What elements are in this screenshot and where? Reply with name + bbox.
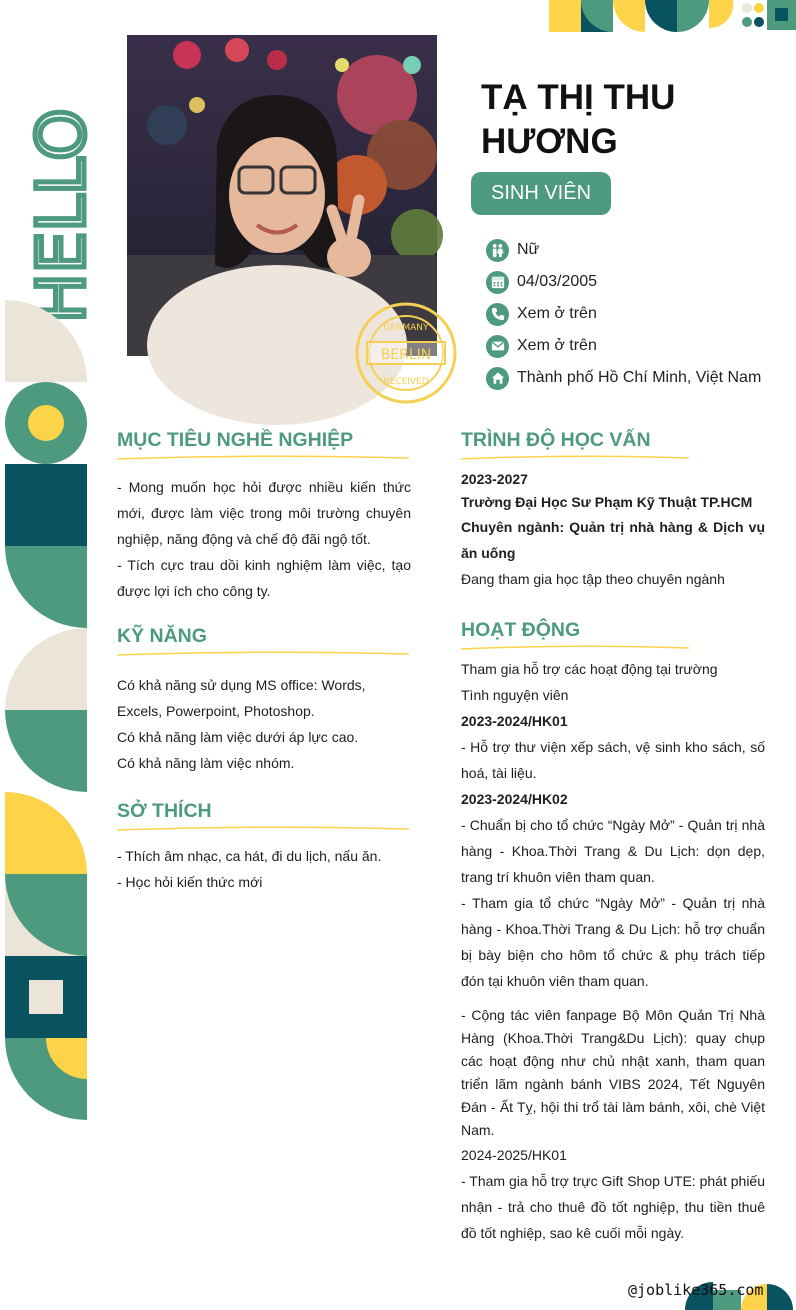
hobby-item: - Thích âm nhạc, ca hát, đi du lịch, nấu ăn. bbox=[117, 848, 382, 864]
activity-term: 2024-2025/HK01 bbox=[461, 1147, 567, 1163]
activity-item: - Tham gia tổ chức “Ngày Mở” - Quản trị nhà hàng - Khoa.Thời Trang & Du Lịch: hỗ trợ chuẩn bị bày biện cho hôm tổ chức & phụ trách tiếp đón tại khuôn viên tham quan. bbox=[461, 895, 765, 989]
skills-section bbox=[117, 624, 411, 776]
skill-item: Có khả năng làm việc dưới áp lực cao. bbox=[117, 729, 359, 745]
left-decorative-column bbox=[5, 300, 87, 1120]
hobbies-section bbox=[117, 799, 411, 895]
deco-shape-green-yellow bbox=[5, 1038, 87, 1120]
deco-shape-yellow-quarter bbox=[5, 792, 87, 874]
career-objective-title: MỤC TIÊU NGHỀ NGHIỆP bbox=[117, 429, 354, 451]
activity-collaborator: - Cộng tác viên fanpage Bộ Môn Quản Trị Nhà Hàng (Khoa.Thời Trang&Du Lịch): quay chụp các hoạt động như chủ nhật xanh, tham quan triển lãm ngành bánh VIBS 2024, Tết Nguyên Đán - Ất Tỵ, hội thi trổ tài làm bánh, xôi, chè Việt Nam. bbox=[461, 1007, 765, 1138]
contact-email: Xem ở trên bbox=[486, 330, 786, 362]
deco-shape-green-half bbox=[5, 874, 87, 956]
email-icon bbox=[486, 335, 509, 358]
candidate-name: TẠ THỊ THU HƯƠNG bbox=[481, 78, 676, 161]
education-school: Trường Đại Học Sư Phạm Kỹ Thuật TP.HCM bbox=[461, 494, 753, 510]
contact-birthdate: 04/03/2005 bbox=[486, 266, 786, 298]
candidate-role-badge: SINH VIÊN bbox=[471, 172, 611, 215]
section-underline bbox=[117, 454, 409, 462]
contact-phone: Xem ở trên bbox=[486, 298, 786, 330]
activity-term: 2023-2024/HK01 bbox=[461, 713, 568, 729]
section-underline bbox=[117, 650, 409, 658]
deco-shape-cream-quarter bbox=[5, 300, 87, 382]
career-objective-paragraph-1: - Mong muốn học hỏi được nhiều kiến thức mới, được làm việc trong môi trường chuyên nghiệp, năng động và chế độ đãi ngộ tốt. bbox=[117, 479, 411, 547]
career-objective-paragraph-2: - Tích cực trau dồi kinh nghiệm làm việc, tạo được lợi ích cho công ty. bbox=[117, 557, 411, 599]
hobbies-title: SỞ THÍCH bbox=[117, 800, 212, 822]
education-major: Chuyên ngành: Quản trị nhà hàng & Dịch vụ ăn uống bbox=[461, 519, 765, 561]
svg-text:BERLIN: BERLIN bbox=[380, 347, 432, 363]
deco-shape-cream-quarter-2 bbox=[5, 628, 87, 710]
activities-section bbox=[461, 618, 765, 1246]
home-icon bbox=[486, 367, 509, 390]
gender-icon bbox=[486, 239, 509, 262]
hobby-item: - Học hỏi kiến thức mới bbox=[117, 874, 263, 890]
education-period: 2023-2027 bbox=[461, 471, 528, 487]
section-underline bbox=[461, 454, 689, 462]
deco-shape-green-arc bbox=[5, 546, 87, 628]
svg-text:GERMANY: GERMANY bbox=[383, 323, 429, 333]
activity-item: - Hỗ trợ thư viện xếp sách, vệ sinh kho sách, số hoá, tài liệu. bbox=[461, 739, 765, 781]
activity-item: - Chuẩn bị cho tổ chức “Ngày Mở” - Quản trị nhà hàng - Khoa.Thời Trang & Du Lịch: dọn dẹp, trang trí khuôn viên tham quan. bbox=[461, 817, 765, 885]
deco-shape-green-quarter bbox=[5, 710, 87, 792]
deco-shape-teal-framed-square bbox=[5, 956, 87, 1038]
education-status: Đang tham gia học tập theo chuyên ngành bbox=[461, 571, 725, 587]
activity-term: 2023-2024/HK02 bbox=[461, 791, 568, 807]
skill-item: Có khả năng sử dụng MS office: Words, Excels, Powerpoint, Photoshop. bbox=[117, 677, 366, 719]
contact-list bbox=[486, 234, 786, 394]
skills-title: KỸ NĂNG bbox=[117, 625, 207, 647]
hello-vertical-title bbox=[23, 58, 100, 323]
contact-gender: Nữ bbox=[486, 234, 786, 266]
deco-shape-circle-dot bbox=[5, 382, 87, 464]
career-objective-section bbox=[117, 428, 411, 604]
section-underline bbox=[461, 644, 689, 652]
berlin-stamp-decoration bbox=[353, 300, 459, 406]
activity-intro: Tham gia hỗ trợ các hoạt động tại trường bbox=[461, 661, 718, 677]
education-title: TRÌNH ĐỘ HỌC VẤN bbox=[461, 429, 651, 451]
activities-title: HOẠT ĐỘNG bbox=[461, 619, 581, 641]
activity-item: - Tham gia hỗ trợ trực Gift Shop UTE: phát phiếu nhận - trả cho thuê đồ tốt nghiệp, thu tiền thuê đồ tốt nghiệp, sao kê cuối mỗi ngày. bbox=[461, 1173, 765, 1241]
deco-shape-teal-square bbox=[5, 464, 87, 546]
activity-intro: Tình nguyện viên bbox=[461, 687, 569, 703]
skill-item: Có khả năng làm việc nhóm. bbox=[117, 755, 295, 771]
section-underline bbox=[117, 825, 409, 833]
calendar-icon bbox=[486, 271, 509, 294]
footer-watermark: @joblike365.com bbox=[628, 1281, 764, 1299]
education-section bbox=[461, 428, 765, 592]
top-decorative-strip bbox=[549, 0, 796, 32]
phone-icon bbox=[486, 303, 509, 326]
contact-address: Thành phố Hồ Chí Minh, Việt Nam bbox=[486, 362, 786, 394]
svg-text:HELLO: HELLO bbox=[23, 108, 100, 323]
svg-text:RECEIVED: RECEIVED bbox=[383, 377, 429, 387]
